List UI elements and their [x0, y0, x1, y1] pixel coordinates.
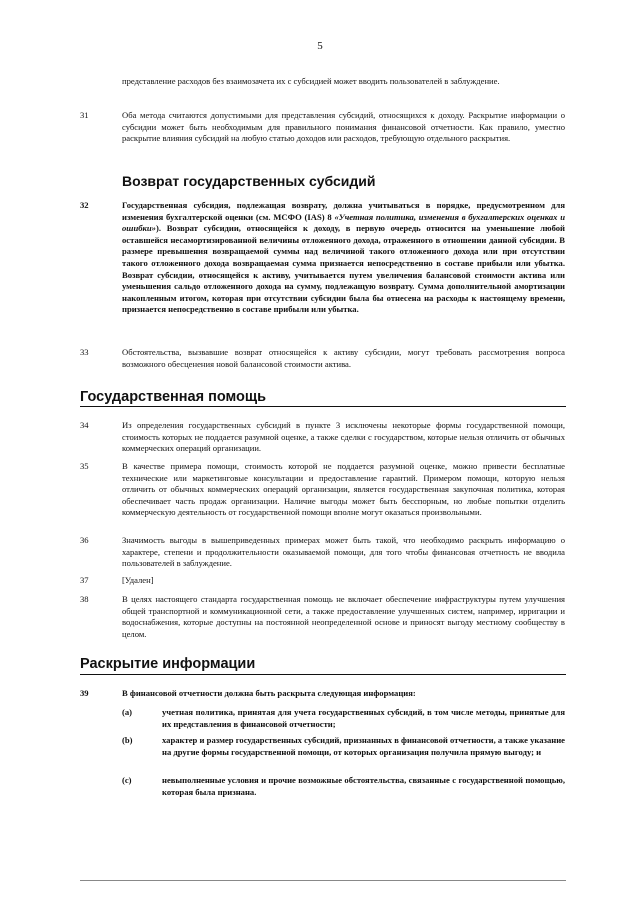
paragraph-33: Обстоятельства, вызвавшие возврат относящейся к активу субсидии, могут требовать рассмотрения вопроса возможного обесценения новой балансовой стоимости актива. [122, 347, 565, 369]
list-item-text-a: учетная политика, принятая для учета государственных субсидий, в том числе методы, принятые для их представления в финансовой отчетности; [162, 707, 565, 729]
paragraph-37: [Удален] [122, 575, 154, 585]
page-number: 5 [317, 40, 323, 52]
paragraph-32-text-before: Государственная субсидия, подлежащая возврату, должна учитываться в порядке, предусмотренном для изменения бухгалтерской оценки (см. МСФО (IAS) 8 [122, 200, 565, 222]
paragraph-36: Значимость выгоды в вышеприведенных примерах может быть такой, что необходимо раскрыть информацию о характере, степени и продолжительности оказываемой помощи, для того чтобы финансовая отчетность не вводила пользователей в заблуждение. [122, 535, 565, 569]
list-item-label-a: (a) [122, 707, 133, 717]
paragraph-number-33: 33 [80, 347, 89, 357]
paragraph-30-continued: представление расходов без взаимозачета их с субсидией может вводить пользователей в заблуждение. [122, 76, 500, 86]
paragraph-38: В целях настоящего стандарта государственная помощь не включает обеспечение инфраструктуры путем улучшения общей транспортной и коммуникационной сети, а также предоставление улучшенных систем, например, ирригации и водоснабжения, которые доступны на постоянной неопределенной основе и приносят выгоду местному сообществу в целом. [122, 594, 565, 639]
paragraph-number-37: 37 [80, 575, 89, 585]
list-item-label-c: (c) [122, 775, 132, 785]
list-item-label-b: (b) [122, 735, 133, 745]
paragraph-number-35: 35 [80, 461, 89, 471]
footer-rule [80, 880, 566, 881]
section-heading-refund: Возврат государственных субсидий [122, 173, 376, 189]
section-heading-disclosure: Раскрытие информации [80, 656, 256, 672]
ias8-title: «Учетная политика, изменения в бухгалтерских оценках и ошибки» [122, 211, 565, 234]
paragraph-34: Из определения государственных субсидий в пункте 3 исключены некоторые формы государственной помощи, стоимость которых не поддается разумной оценке, а также сделки с государством, которые нельзя отличить от обычных коммерческих операций организации. [122, 420, 565, 454]
section-heading-assistance: Государственная помощь [80, 389, 267, 405]
paragraph-number-31: 31 [80, 110, 89, 120]
paragraph-32 [122, 200, 565, 316]
paragraph-number-32: 32 [80, 200, 89, 210]
section-rule-disclosure [80, 674, 566, 675]
paragraph-31: Оба метода считаются допустимыми для представления субсидий, относящихся к доходу. Раскрытие информации о субсидии может быть необходимым для правильного понимания финансовой отчетности. Как правило, уместно раскрытие влияния субсидий на любую статью доходов или расходов, требующую отдельного раскрытия. [122, 110, 565, 144]
paragraph-number-34: 34 [80, 420, 89, 430]
list-item-text-c: невыполненные условия и прочие возможные обстоятельства, связанные с государственной помощью, которая была признана. [162, 775, 565, 797]
section-rule-assistance [80, 406, 566, 407]
list-item-text-b: характер и размер государственных субсидий, признанных в финансовой отчетности, а также указание на другие формы государственной помощи, от которых организация получила прямую выгоду; и [162, 735, 565, 757]
paragraph-number-38: 38 [80, 594, 89, 604]
paragraph-number-39: 39 [80, 688, 89, 698]
paragraph-39-intro: В финансовой отчетности должна быть раскрыта следующая информация: [122, 688, 416, 698]
paragraph-32-text-after: ). Возврат субсидии, относящейся к доходу, в первую очередь относится на уменьшение любой оставшейся несамортизированной величины отложенного дохода, отраженного в отношении данной субсидии. В размере превышения возвращаемой суммы над величиной такого отложенного дохода или при отсутствии такого отложенного дохода возвращаемая сумма признается непосредственно в составе прибыли или убытка. Возврат субсидии, относящейся к активу, учитывается путем увеличения балансовой стоимости актива или уменьшения сальдо отложенного дохода на сумму, подлежащую возврату. Сумма дополнительной амортизации накопленным итогом, которая при отсутствии субсидии была бы отнесена на расходы к настоящему времени, признается непосредственно в составе прибыли или убытка. [122, 223, 565, 315]
paragraph-number-36: 36 [80, 535, 89, 545]
paragraph-35: В качестве примера помощи, стоимость которой не поддается разумной оценке, можно привести бесплатные технические или маркетинговые консультации и предоставление гарантий. Примером помощи, которую нельзя отличить от обычных коммерческих операций организации, является государственная закупочная политика, которая обеспечивает часть продаж организации. Наличие выгоды может быть бесспорным, но любые попытки отделить коммерческую деятельность от государственной помощи вполне могут оказаться произвольными. [122, 461, 565, 518]
